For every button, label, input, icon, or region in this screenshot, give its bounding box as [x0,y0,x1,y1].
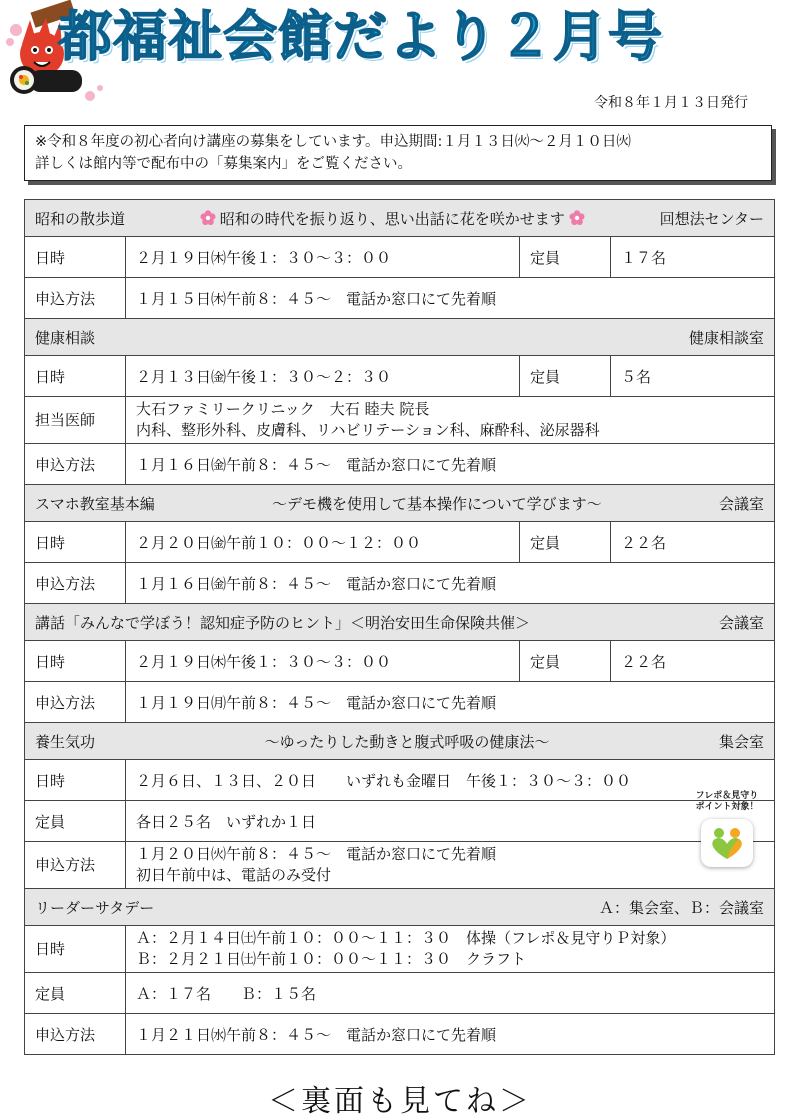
newsletter-title: 都福祉会館だより２月号 [58,5,663,68]
row-value: ２２名 [611,522,775,563]
see-back-side-note: ＜裏面も見てね＞ [268,1084,532,1119]
event-row-date [25,926,775,973]
row-label: 日時 [25,760,126,801]
event-row-capacity [25,801,775,842]
row-label: 担当医師 [25,397,126,444]
event-row-apply [25,842,775,889]
row-label: 定員 [520,522,611,563]
event-row-apply [25,278,775,319]
events-table [24,199,775,1055]
event-row-date [25,760,775,801]
row-value: ２月２０日㈮午前１０：００～１２：００ [126,522,520,563]
event-row-date [25,356,775,397]
row-value: ２月６日、１３日、２０日 いずれも金曜日 午後１：３０～３：００ [126,760,775,801]
event-room: 健康相談室 [688,328,764,347]
event-room: 会議室 [718,494,764,513]
event-room: 会議室 [718,613,764,632]
date-line-a: Ａ：２月１４日㈯午前１０：００～１１：３０ 体操（フレポ＆見守りＰ対象） [136,929,676,947]
row-label: 定員 [25,801,126,842]
row-label: 日時 [25,237,126,278]
row-value: 各日２５名 いずれか１日 フレポ＆見守り ポイント対象！ [126,801,775,842]
row-label: 申込方法 [25,842,126,889]
event-subtitle: ～デモ機を使用して基本操作について学びます～ [271,494,602,513]
row-label: 日時 [25,522,126,563]
row-label: 日時 [25,641,126,682]
event-room: 回想法センター [659,209,764,228]
notice-line-1: ※令和８年度の初心者向け講座の募集をしています。申込期間:１月１３日㈫～２月１０日㈫ [35,134,631,150]
issue-date: 令和８年１月１３日発行 [594,95,748,111]
row-value [126,842,775,889]
event-row-doctor [25,397,775,444]
flower-icon [200,210,216,226]
row-value: １月１９日㈪午前８：４５～ 電話か窓口にて先着順 [126,682,775,723]
row-value: ２月１９日㈭午後１：３０～３：００ [126,641,520,682]
row-value [126,926,775,973]
row-value: １月１５日㈭午前８：４５～ 電話か窓口にて先着順 [126,278,775,319]
event-name: 養生気功 [35,732,96,751]
row-label: 申込方法 [25,682,126,723]
recruitment-notice [24,125,772,181]
event-name: スマホ教室基本編 [35,494,155,513]
row-label: 申込方法 [25,1014,126,1055]
row-value: １７名 [611,237,775,278]
doctor-name: 大石ファミリークリニック 大石 睦夫 院長 [136,400,430,418]
event-subtitle: 昭和の時代を振り返り、思い出話に花を咲かせます [196,208,589,229]
event-name: リーダーサタデー [35,898,155,917]
event-row-date [25,641,775,682]
row-label: 定員 [520,641,611,682]
event-header-qigong [25,723,775,760]
notice-line-2: 詳しくは館内等で配布中の「募集案内」をご覧ください。 [35,156,412,172]
row-label: 申込方法 [25,563,126,604]
apply-line-2: 初日午前中は、電話のみ受付 [136,866,332,884]
event-header-smartphone [25,485,775,522]
row-value: １月１６日㈮午前８：４５～ 電話か窓口にて先着順 [126,444,775,485]
event-subtitle: ～ゆったりした動きと腹式呼吸の健康法～ [264,732,550,751]
newsletter-header [0,0,800,110]
doctor-specialties: 内科、整形外科、皮膚科、リハビリテーション科、麻酔科、泌尿器科 [136,421,600,439]
event-name: 健康相談 [35,328,96,347]
event-row-apply [25,682,775,723]
event-row-date [25,237,775,278]
date-line-b: Ｂ：２月２１日㈯午前１０：００～１１：３０ クラフト [136,950,527,968]
badge-text-2: ポイント対象！ [695,802,759,812]
event-room: 集会室 [718,732,764,751]
row-label: 日時 [25,356,126,397]
row-value: １月２１日㈬午前８：４５～ 電話か窓口にて先着順 [126,1014,775,1055]
row-label: 定員 [520,237,611,278]
event-row-date [25,522,775,563]
event-name: 講話「みんなで学ぼう！認知症予防のヒント」＜明治安田生命保険共催＞ [35,613,531,632]
event-room: Ａ：集会室、Ｂ：会議室 [598,898,764,917]
flower-icon [569,210,585,226]
row-value: Ａ：１７名 Ｂ：１５名 [126,973,775,1014]
row-value: ５名 [611,356,775,397]
row-value: ２月１３日㈮午後１：３０～２：３０ [126,356,520,397]
badge-text-1: フレポ＆見守り [695,791,759,801]
event-row-apply [25,1014,775,1055]
points-app-icon [701,819,753,867]
row-label: 定員 [520,356,611,397]
row-label: 申込方法 [25,278,126,319]
points-badge [694,791,760,867]
apply-line-1: １月２０日㈫午前８：４５～ 電話か窓口にて先着順 [136,845,497,863]
row-value: １月１６日㈮午前８：４５～ 電話か窓口にて先着順 [126,563,775,604]
event-row-capacity [25,973,775,1014]
row-value: ２２名 [611,641,775,682]
row-value: ２月１９日㈭午後１：３０～３：００ [126,237,520,278]
event-header-showa [25,200,775,237]
event-header-health [25,319,775,356]
event-header-lecture [25,604,775,641]
event-row-apply [25,563,775,604]
row-label: 定員 [25,973,126,1014]
event-name: 昭和の散歩道 [35,209,126,228]
row-label: 申込方法 [25,444,126,485]
row-value [126,397,775,444]
event-row-apply [25,444,775,485]
row-label: 日時 [25,926,126,973]
event-header-leader-saturday [25,889,775,926]
